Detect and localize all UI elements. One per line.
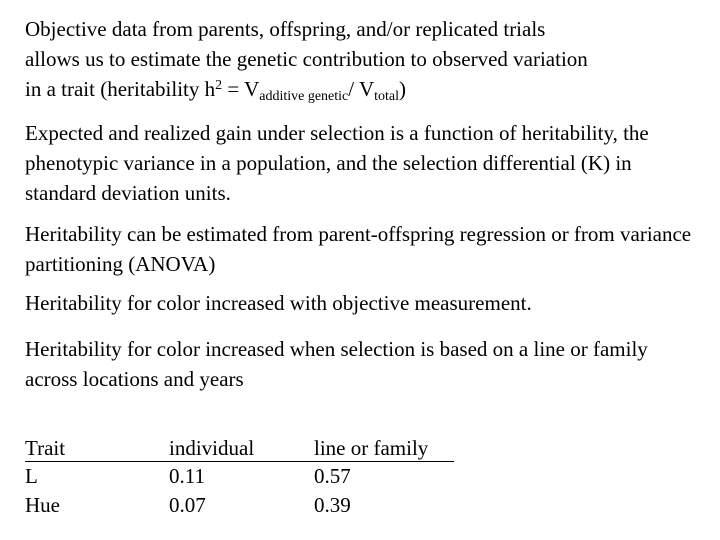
cell-line-row1: 0.57 bbox=[314, 464, 351, 488]
paragraph-line-family-selection: Heritability for color increased when selection is based on a line or family across locations and years bbox=[25, 337, 648, 391]
header-trait: Trait bbox=[25, 434, 169, 462]
p1-superscript: 2 bbox=[215, 78, 223, 93]
p1-subscript-additive: additive genetic bbox=[259, 89, 349, 104]
column-individual bbox=[169, 434, 314, 520]
p1-line3-mid: = V bbox=[222, 77, 260, 101]
p1-line3-slash: / V bbox=[348, 77, 375, 101]
cell-trait-row1: L bbox=[25, 464, 38, 488]
cell-individual-row1: 0.11 bbox=[169, 464, 205, 488]
p1-line3-end: ) bbox=[399, 77, 407, 101]
header-individual: individual bbox=[169, 434, 314, 462]
paragraph-objective-measurement: Heritability for color increased with objective measurement. bbox=[25, 291, 532, 315]
p1-line1: Objective data from parents, offspring, and/or replicated trials bbox=[25, 17, 546, 41]
paragraph-estimation-methods: Heritability can be estimated from parent-offspring regression or from variance partitioning (ANOVA) bbox=[25, 222, 692, 276]
paragraph-heritability-definition bbox=[25, 14, 705, 104]
header-line-or-family: line or family bbox=[314, 434, 454, 462]
p1-line2: allows us to estimate the genetic contribution to observed variation bbox=[25, 47, 588, 71]
column-trait bbox=[25, 434, 169, 520]
p1-subscript-total: total bbox=[374, 89, 400, 104]
column-line-or-family bbox=[314, 434, 454, 520]
p1-line3-pre: in a trait (heritability h bbox=[25, 77, 216, 101]
paragraph-gain-under-selection: Expected and realized gain under selection is a function of heritability, the phenotypic variance in a population, and the selection differential (K) in standard deviation units. bbox=[25, 121, 649, 205]
cell-individual-row2: 0.07 bbox=[169, 493, 206, 517]
cell-line-row2: 0.39 bbox=[314, 493, 351, 517]
cell-trait-row2: Hue bbox=[25, 493, 60, 517]
